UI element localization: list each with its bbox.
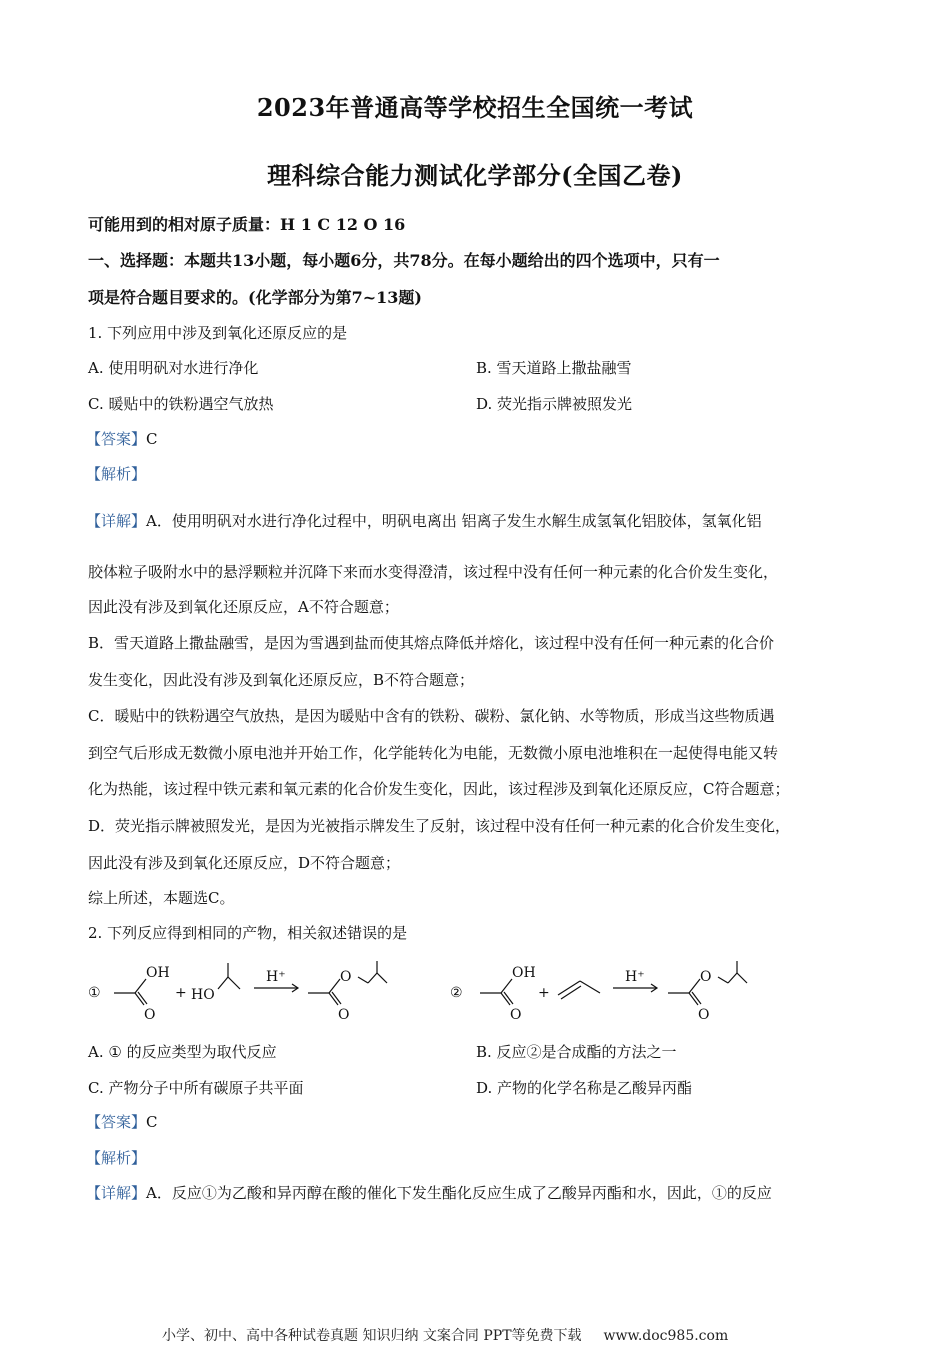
answer-value: C bbox=[146, 430, 158, 448]
reactant-o-1: O bbox=[144, 1007, 156, 1023]
q1-detail-line-11: 综上所述，本题选C。 bbox=[88, 889, 235, 907]
catalyst-2: H⁺ bbox=[625, 969, 645, 985]
answer-value: C bbox=[146, 1113, 158, 1131]
reactant-o-2: O bbox=[510, 1007, 522, 1023]
q1-detail-line-9: D．荧光指示牌被照发光，是因为光被指示牌发生了反射，该过程中没有任何一种元素的化合价发生变化， bbox=[88, 817, 791, 835]
footer bbox=[162, 1325, 728, 1345]
exam-subtitle: 理科综合能力测试化学部分(全国乙卷) bbox=[267, 161, 683, 190]
q2-stem: 2. 下列反应得到相同的产物，相关叙述错误的是 bbox=[88, 924, 408, 942]
detail-tag: 【详解】 bbox=[86, 512, 147, 530]
footer-text: 小学、初中、高中各种试卷真题 知识归纳 文案合同 PPT等免费下载 bbox=[162, 1328, 582, 1344]
q1-detail-line-8: 化为热能，该过程中铁元素和氧元素的化合价发生变化，因此，该过程涉及到氧化还原反应，C符合题意； bbox=[88, 780, 790, 798]
product-o-carbonyl-1: O bbox=[338, 1007, 350, 1023]
section-heading-line1: 一、选择题：本题共13小题，每小题6分，共78分。在每小题给出的四个选项中，只有一 bbox=[88, 251, 720, 270]
q2-answer bbox=[86, 1111, 158, 1132]
q1-answer bbox=[86, 428, 158, 449]
reactant-ho: HO bbox=[191, 987, 215, 1003]
q2-analysis-tag: 【解析】 bbox=[86, 1149, 147, 1167]
footer-site-link[interactable]: www.doc985.com bbox=[603, 1328, 729, 1344]
q1-analysis-tag: 【解析】 bbox=[86, 465, 147, 483]
reactant-oh-1: OH bbox=[146, 965, 170, 981]
q2-detail-line-1: 【详解】A．反应①为乙酸和异丙醇在酸的催化下发生酯化反应生成了乙酸异丙酯和水，因此，①的反应 bbox=[86, 1184, 772, 1202]
q1-option-c: C. 暖贴中的铁粉遇空气放热 bbox=[88, 395, 274, 413]
exam-title: 2023年普通高等学校招生全国统一考试 bbox=[256, 93, 694, 122]
q2-option-c: C. 产物分子中所有碳原子共平面 bbox=[88, 1079, 304, 1097]
q1-option-b: B. 雪天道路上撒盐融雪 bbox=[476, 359, 632, 377]
detail-tag: 【详解】 bbox=[86, 1184, 147, 1202]
answer-tag: 【答案】 bbox=[86, 1113, 147, 1131]
product-o-carbonyl-2: O bbox=[698, 1007, 710, 1023]
reactant-oh-2: OH bbox=[512, 965, 536, 981]
atomic-mass-line: 可能用到的相对原子质量：H 1 C 12 O 16 bbox=[88, 215, 406, 234]
reaction-1-label: ① bbox=[88, 985, 101, 1001]
plus-sign-1: + bbox=[175, 985, 187, 1001]
q1-stem: 1. 下列应用中涉及到氧化还原反应的是 bbox=[88, 324, 348, 342]
q2-option-a: A. ① 的反应类型为取代反应 bbox=[88, 1043, 277, 1061]
reaction-2-label: ② bbox=[450, 985, 463, 1001]
q1-detail-line-1: 【详解】A．使用明矾对水进行净化过程中，明矾电离出 铝离子发生水解生成氢氧化铝胶体，氢氧化铝 bbox=[86, 512, 762, 530]
q1-detail-line-5: 发生变化，因此没有涉及到氧化还原反应，B不符合题意； bbox=[88, 671, 475, 689]
product-o-ester-1: O bbox=[340, 969, 352, 985]
plus-sign-2: + bbox=[538, 985, 550, 1001]
q2-option-d: D. 产物的化学名称是乙酸异丙酯 bbox=[476, 1079, 693, 1097]
q1-detail-line-6: C．暖贴中的铁粉遇空气放热，是因为暖贴中含有的铁粉、碳粉、氯化钠、水等物质，形成当这些物质遇 bbox=[88, 707, 775, 725]
answer-tag: 【答案】 bbox=[86, 430, 147, 448]
product-o-ester-2: O bbox=[700, 969, 712, 985]
reaction-scheme bbox=[80, 955, 800, 1025]
q2-option-b: B. 反应②是合成酯的方法之一 bbox=[476, 1043, 677, 1061]
q1-detail-line-2: 胶体粒子吸附水中的悬浮颗粒并沉降下来而水变得澄清，该过程中没有任何一种元素的化合价发生变化， bbox=[88, 563, 779, 581]
q1-option-d: D. 荧光指示牌被照发光 bbox=[476, 395, 633, 413]
q1-option-a: A. 使用明矾对水进行净化 bbox=[88, 359, 259, 377]
q1-detail-line-3: 因此没有涉及到氧化还原反应，A不符合题意； bbox=[88, 598, 399, 616]
q1-detail-line-10: 因此没有涉及到氧化还原反应，D不符合题意； bbox=[88, 854, 401, 872]
catalyst-1: H⁺ bbox=[266, 969, 286, 985]
section-heading-line2: 项是符合题目要求的。(化学部分为第7~13题) bbox=[88, 288, 422, 307]
q1-detail-line-4: B．雪天道路上撒盐融雪，是因为雪遇到盐而使其熔点降低并熔化，该过程中没有任何一种元素的化合价 bbox=[88, 634, 775, 652]
q1-detail-line-7: 到空气后形成无数微小原电池并开始工作，化学能转化为电能，无数微小原电池堆积在一起使得电能又转 bbox=[88, 744, 779, 762]
